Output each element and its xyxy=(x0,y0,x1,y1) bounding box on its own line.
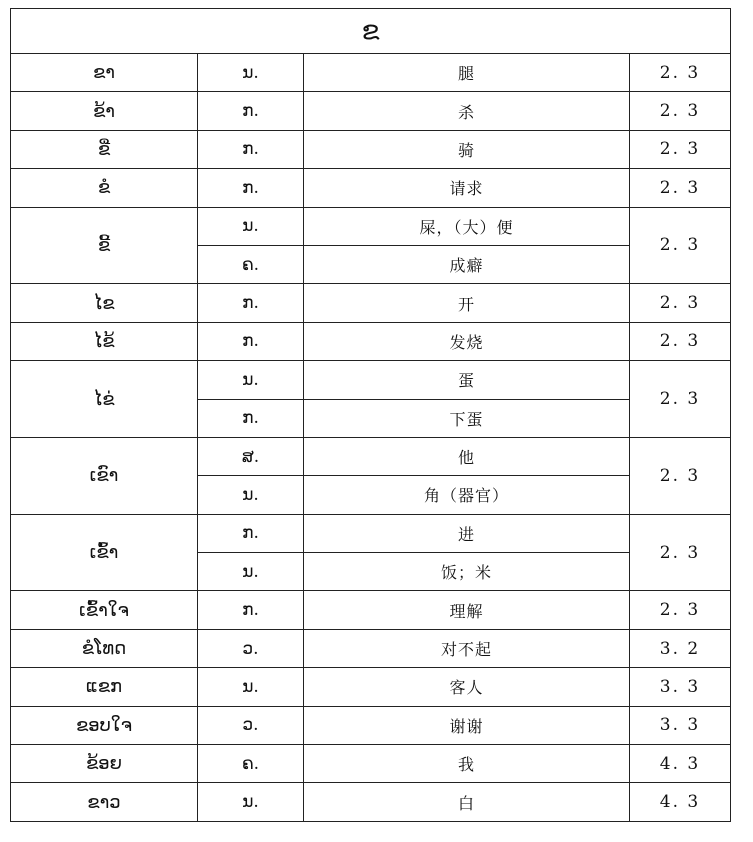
table-row xyxy=(11,629,731,667)
part-of-speech-cell: ນ. xyxy=(198,207,304,245)
part-of-speech-cell: ຄ. xyxy=(198,745,304,783)
chinese-meaning-cell: 成癖 xyxy=(304,245,630,283)
chinese-meaning-cell: 腿 xyxy=(304,54,630,92)
chinese-meaning-cell: 骑 xyxy=(304,130,630,168)
lao-word-cell: ຂີ້ xyxy=(11,207,198,284)
part-of-speech-cell: ນ. xyxy=(198,54,304,92)
table-row xyxy=(11,54,731,92)
vocabulary-table xyxy=(10,8,731,822)
table-row xyxy=(11,207,731,245)
part-of-speech-cell: ກ. xyxy=(198,130,304,168)
chinese-meaning-cell: 蛋 xyxy=(304,361,630,399)
chinese-meaning-cell: 开 xyxy=(304,284,630,322)
lesson-number-cell: 2. 3 xyxy=(630,169,731,207)
part-of-speech-cell: ວ. xyxy=(198,629,304,667)
chinese-meaning-cell: 角（器官） xyxy=(304,476,630,514)
lao-word-cell: ຂໍໂທດ xyxy=(11,629,198,667)
vocabulary-body xyxy=(11,54,731,822)
part-of-speech-cell: ກ. xyxy=(198,322,304,360)
lao-word-cell: ໄຂ້ xyxy=(11,322,198,360)
lesson-number-cell: 2. 3 xyxy=(630,284,731,322)
part-of-speech-cell: ກ. xyxy=(198,514,304,552)
lao-word-cell: ຂ້າ xyxy=(11,92,198,130)
lesson-number-cell: 2. 3 xyxy=(630,54,731,92)
part-of-speech-cell: ກ. xyxy=(198,591,304,629)
lesson-number-cell: 2. 3 xyxy=(630,514,731,591)
lesson-number-cell: 2. 3 xyxy=(630,437,731,514)
lesson-number-cell: 3. 2 xyxy=(630,629,731,667)
lao-word-cell: ໄຂ່ xyxy=(11,361,198,438)
lao-word-cell: ໄຂ xyxy=(11,284,198,322)
part-of-speech-cell: ວ. xyxy=(198,706,304,744)
table-row xyxy=(11,783,731,821)
lao-word-cell: ຂາ xyxy=(11,54,198,92)
chinese-meaning-cell: 客人 xyxy=(304,668,630,706)
chinese-meaning-cell: 谢谢 xyxy=(304,706,630,744)
part-of-speech-cell: ກ. xyxy=(198,169,304,207)
table-row xyxy=(11,591,731,629)
lao-word-cell: ຂອບໃຈ xyxy=(11,706,198,744)
lao-word-cell: ເຂົ້າ xyxy=(11,514,198,591)
chinese-meaning-cell: 我 xyxy=(304,745,630,783)
lao-word-cell: ແຂກ xyxy=(11,668,198,706)
table-row xyxy=(11,437,731,475)
lao-word-cell: ຂ້ອຍ xyxy=(11,745,198,783)
lesson-number-cell: 3. 3 xyxy=(630,706,731,744)
part-of-speech-cell: ກ. xyxy=(198,92,304,130)
lao-word-cell: ຂາວ xyxy=(11,783,198,821)
lao-word-cell: ເຂົ້າໃຈ xyxy=(11,591,198,629)
lesson-number-cell: 2. 3 xyxy=(630,130,731,168)
chinese-meaning-cell: 发烧 xyxy=(304,322,630,360)
chinese-meaning-cell: 请求 xyxy=(304,169,630,207)
part-of-speech-cell: ກ. xyxy=(198,399,304,437)
table-row xyxy=(11,169,731,207)
lesson-number-cell: 2. 3 xyxy=(630,361,731,438)
lao-word-cell: ຂໍ xyxy=(11,169,198,207)
table-row xyxy=(11,745,731,783)
chinese-meaning-cell: 杀 xyxy=(304,92,630,130)
chinese-meaning-cell: 白 xyxy=(304,783,630,821)
lesson-number-cell: 4. 3 xyxy=(630,783,731,821)
part-of-speech-cell: ສ. xyxy=(198,437,304,475)
part-of-speech-cell: ຄ. xyxy=(198,245,304,283)
chinese-meaning-cell: 他 xyxy=(304,437,630,475)
chinese-meaning-cell: 屎，（大）便 xyxy=(304,207,630,245)
lesson-number-cell: 3. 3 xyxy=(630,668,731,706)
part-of-speech-cell: ນ. xyxy=(198,476,304,514)
part-of-speech-cell: ນ. xyxy=(198,361,304,399)
lesson-number-cell: 4. 3 xyxy=(630,745,731,783)
part-of-speech-cell: ນ. xyxy=(198,783,304,821)
lesson-number-cell: 2. 3 xyxy=(630,207,731,284)
part-of-speech-cell: ນ. xyxy=(198,668,304,706)
lao-word-cell: ຂີ່ xyxy=(11,130,198,168)
chinese-meaning-cell: 进 xyxy=(304,514,630,552)
part-of-speech-cell: ນ. xyxy=(198,553,304,591)
lao-word-cell: ເຂົາ xyxy=(11,437,198,514)
table-row xyxy=(11,668,731,706)
table-row xyxy=(11,514,731,552)
table-row xyxy=(11,130,731,168)
table-row xyxy=(11,706,731,744)
table-row xyxy=(11,284,731,322)
table-row xyxy=(11,322,731,360)
lesson-number-cell: 2. 3 xyxy=(630,92,731,130)
chinese-meaning-cell: 理解 xyxy=(304,591,630,629)
section-letter-header: ຂ xyxy=(11,9,731,54)
table-row xyxy=(11,361,731,399)
lesson-number-cell: 2. 3 xyxy=(630,322,731,360)
lesson-number-cell: 2. 3 xyxy=(630,591,731,629)
chinese-meaning-cell: 下蛋 xyxy=(304,399,630,437)
header-row xyxy=(11,9,731,54)
chinese-meaning-cell: 饭；米 xyxy=(304,553,630,591)
chinese-meaning-cell: 对不起 xyxy=(304,629,630,667)
part-of-speech-cell: ກ. xyxy=(198,284,304,322)
table-row xyxy=(11,92,731,130)
